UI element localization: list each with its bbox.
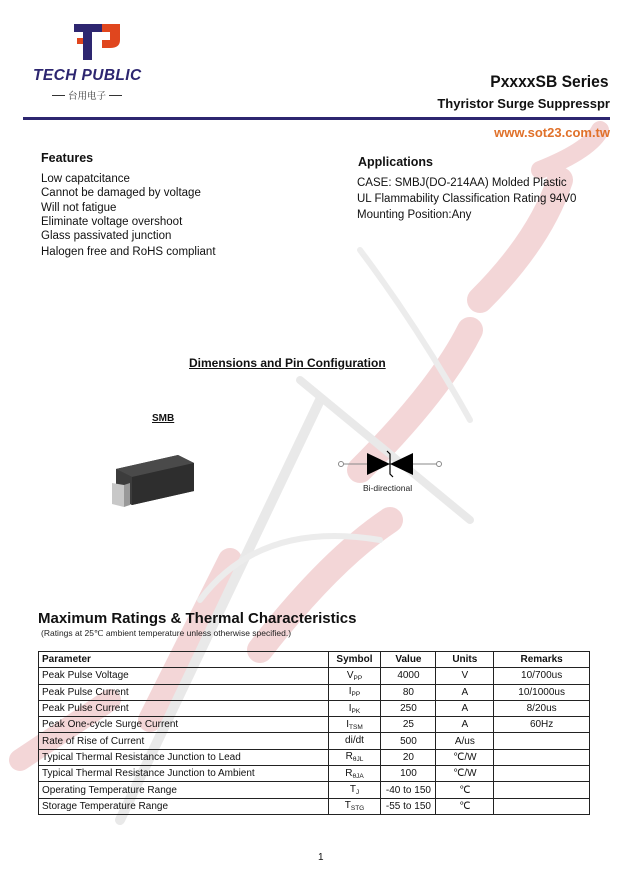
table-row [39,684,590,700]
smb-package-icon [108,447,196,509]
feature-item: Low capatcitance [41,173,130,185]
symbol-subscript: PP [353,674,363,682]
cell-parameter: Peak Pulse Current [39,700,329,716]
cell-symbol [328,684,381,700]
symbol-base: V [346,669,354,681]
column-header-parameter: Parameter [39,652,329,668]
series-title: PxxxxSB Series [490,72,609,91]
symbol-subscript: PK [351,707,361,715]
feature-item: Will not fatigue [41,201,117,214]
symbol-label: Bi-directional [363,483,413,493]
ratings-heading: Maximum Ratings & Thermal Characteristics [38,610,357,627]
ratings-table [38,651,590,815]
table-row [39,733,590,749]
cell-value: 100 [381,766,436,782]
cell-remarks: 10/700us [494,668,590,684]
cell-remarks: 10/1000us [494,684,590,700]
symbol-base: I [348,686,352,698]
cell-parameter: Peak Pulse Current [39,684,329,700]
symbol-base: I [346,718,350,730]
ratings-note: (Ratings at 25℃ ambient temperature unless otherwise specified.) [41,628,292,638]
cell-parameter: Storage Temperature Range [39,798,329,814]
table-row [39,798,590,814]
cell-symbol [328,733,381,749]
cell-symbol [328,668,381,684]
cell-parameter: Typical Thermal Resistance Junction to Ambient [39,766,329,782]
dimensions-heading: Dimensions and Pin Configuration [189,356,386,370]
bidirectional-thyristor-icon [335,448,445,482]
cell-parameter: Rate of Rise of Current [39,733,329,749]
cell-units: ℃ [436,782,494,798]
application-item: UL Flammability Classification Rating 94V0 [357,193,577,205]
cell-units: ℃/W [436,749,494,765]
column-header-units: Units [436,652,494,668]
cell-symbol [328,700,381,716]
symbol-base: di/dt [345,735,364,747]
column-header-value: Value [381,652,436,668]
cell-value: 20 [381,749,436,765]
applications-heading: Applications [358,155,434,169]
table-header-row [39,652,590,668]
tech-public-logo-icon [72,22,122,62]
application-item: CASE: SMBJ(DO-214AA) Molded Plastic [357,177,567,189]
cell-parameter: Typical Thermal Resistance Junction to Lead [39,749,329,765]
cell-remarks: 8/20us [494,700,590,716]
features-list [41,172,216,260]
cell-value: 250 [381,700,436,716]
cell-remarks [494,749,590,765]
table-row [39,700,590,716]
package-label: SMB [152,413,175,424]
cell-parameter: Operating Temperature Range [39,782,329,798]
feature-item: Glass passivated junction [41,230,172,243]
cell-remarks [494,766,590,782]
column-header-symbol: Symbol [328,652,381,668]
applications-list [357,175,576,223]
cell-symbol [328,749,381,765]
divider [109,95,122,96]
features-heading: Features [41,151,94,165]
brand-name: TECH PUBLIC [33,67,142,84]
column-header-remarks: Remarks [494,652,590,668]
cell-parameter: Peak One-cycle Surge Current [39,717,329,733]
cell-units: V [436,668,494,684]
series-subtitle: Thyristor Surge Suppresspr [437,96,610,111]
symbol-base: R [345,751,353,763]
symbol-subscript: J [355,789,360,797]
symbol-base: I [348,702,352,714]
brand-subtitle-text: 台用电子 [68,91,107,102]
application-item: Mounting Position:Any [357,209,472,221]
cell-value: 500 [381,733,436,749]
cell-symbol [328,782,381,798]
cell-value: -40 to 150 [381,782,436,798]
table-row [39,668,590,684]
cell-remarks: 60Hz [494,717,590,733]
divider [52,95,65,96]
cell-remarks [494,782,590,798]
symbol-subscript: STG [350,805,365,813]
cell-units: A [436,700,494,716]
cell-symbol [328,766,381,782]
table-row [39,782,590,798]
table-row [39,717,590,733]
cell-value: 80 [381,684,436,700]
cell-symbol [328,798,381,814]
cell-units: ℃ [436,798,494,814]
cell-symbol [328,717,381,733]
website-link[interactable]: www.sot23.com.tw [494,125,610,140]
feature-item: Cannot be damaged by voltage [41,187,201,200]
symbol-subscript: TSM [349,723,363,731]
symbol-subscript: PP [351,691,361,699]
cell-value: 25 [381,717,436,733]
cell-remarks [494,798,590,814]
cell-value: -55 to 150 [381,798,436,814]
symbol-subscript: θJL [352,756,364,764]
cell-value: 4000 [381,668,436,684]
brand-subtitle [52,88,122,102]
symbol-base: R [345,767,353,779]
cell-parameter: Peak Pulse Voltage [39,668,329,684]
header-divider [23,117,610,120]
cell-units: ℃/W [436,766,494,782]
page-number: 1 [318,852,324,863]
symbol-base: T [349,784,356,796]
cell-remarks [494,733,590,749]
cell-units: A/us [436,733,494,749]
table-row [39,766,590,782]
feature-item: Halogen free and RoHS compliant [41,246,216,259]
feature-item: Eliminate voltage overshoot [41,215,183,228]
cell-units: A [436,717,494,733]
cell-units: A [436,684,494,700]
symbol-subscript: θJA [352,772,364,780]
table-row [39,749,590,765]
symbol-base: T [344,800,351,812]
